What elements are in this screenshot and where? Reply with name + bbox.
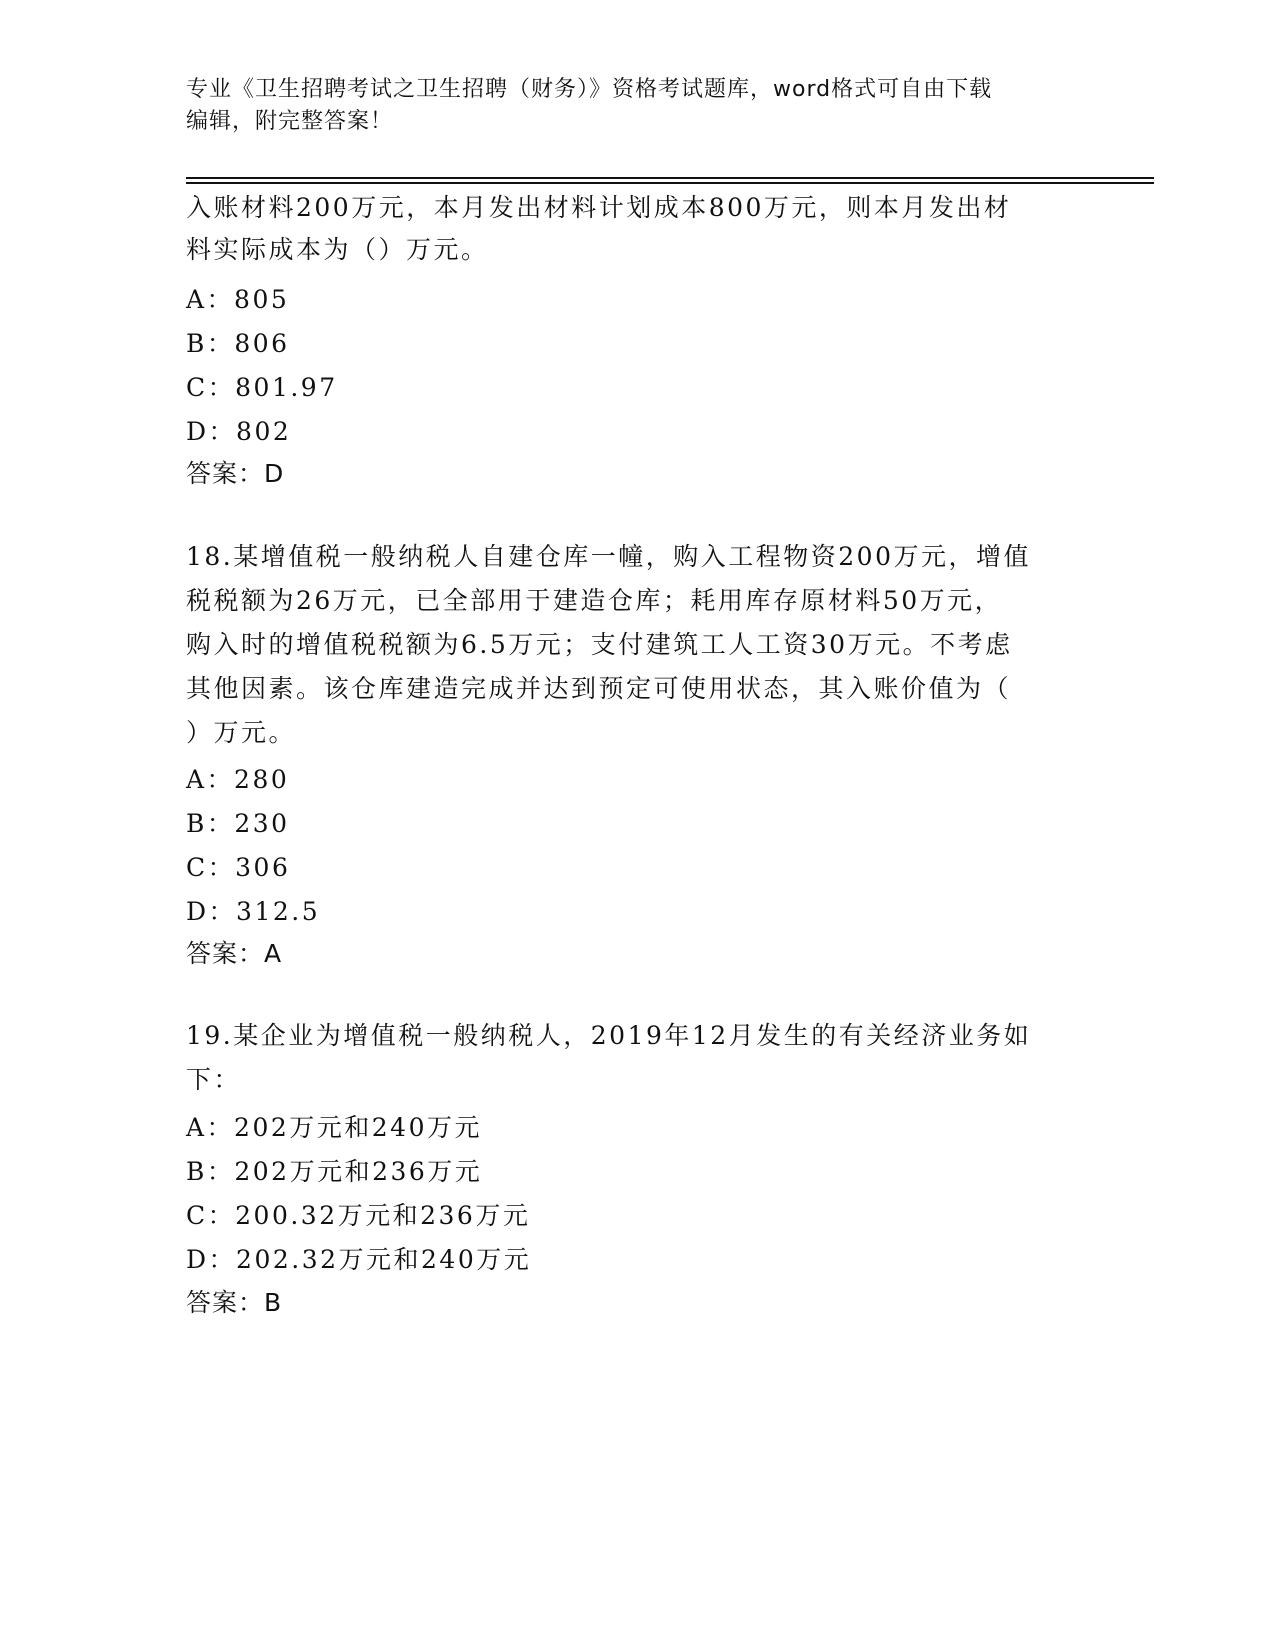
q18-option-a: A：280 xyxy=(186,765,290,794)
q18-stem-line-1: 18.某增值税一般纳税人自建仓库一幢，购入工程物资200万元，增值 xyxy=(186,542,1031,571)
q18-stem-line-4: 其他因素。该仓库建造完成并达到预定可使用状态，其入账价值为（ xyxy=(186,674,1012,703)
q19-option-c: C：200.32万元和236万元 xyxy=(186,1201,531,1230)
q18-stem-line-3: 购入时的增值税税额为6.5万元；支付建筑工人工资30万元。不考虑 xyxy=(186,630,1013,659)
q18-option-b: B：230 xyxy=(186,809,290,838)
q19-stem-line-2: 下： xyxy=(186,1065,242,1094)
q18-stem-line-2: 税税额为26万元，已全部用于建造仓库；耗用库存原材料50万元， xyxy=(186,586,1003,615)
q19-option-b: B：202万元和236万元 xyxy=(186,1157,483,1186)
header-divider-bottom xyxy=(186,182,1154,184)
q18-stem-line-5: ）万元。 xyxy=(186,718,297,747)
q17-answer: 答案：D xyxy=(186,459,285,488)
header-line-2: 编辑，附完整答案！ xyxy=(186,109,394,134)
q17-option-d: D：802 xyxy=(186,417,292,446)
document-header xyxy=(186,74,1066,138)
q19-option-d: D：202.32万元和240万元 xyxy=(186,1245,532,1274)
q19-stem-line-1: 19.某企业为增值税一般纳税人，2019年12月发生的有关经济业务如 xyxy=(186,1021,1032,1050)
q17-stem-line-2: 料实际成本为（）万元。 xyxy=(186,235,489,264)
header-divider-top xyxy=(186,177,1154,179)
q17-option-c: C：801.97 xyxy=(186,373,338,402)
q18-option-c: C：306 xyxy=(186,853,291,882)
q19-answer: 答案：B xyxy=(186,1288,283,1317)
q18-answer: 答案：A xyxy=(186,939,283,968)
q17-option-b: B：806 xyxy=(186,329,290,358)
q17-option-a: A：805 xyxy=(186,285,290,314)
q18-option-d: D：312.5 xyxy=(186,897,321,926)
q19-option-a: A：202万元和240万元 xyxy=(186,1113,482,1142)
header-line-1: 专业《卫生招聘考试之卫生招聘（财务）》资格考试题库，word格式可自由下载 xyxy=(186,77,993,102)
q17-stem-line-1: 入账材料200万元，本月发出材料计划成本800万元，则本月发出材 xyxy=(186,193,1012,222)
